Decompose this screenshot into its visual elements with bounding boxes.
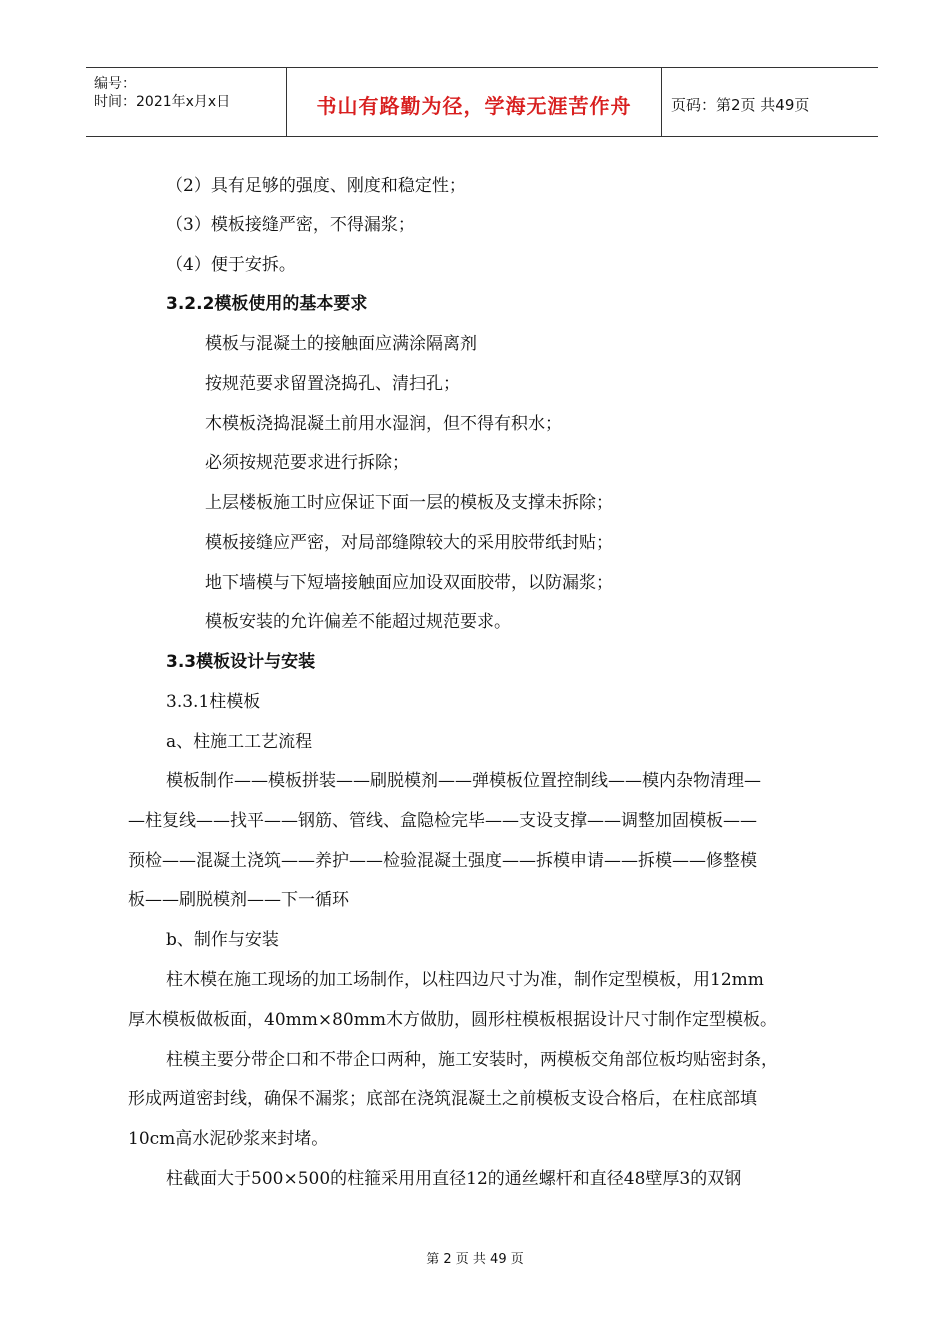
paragraph-line: 模板与混凝土的接触面应满涂隔离剂 [205, 334, 477, 354]
paragraph-line: 地下墙模与下短墙接触面应加设双面胶带，以防漏浆； [205, 573, 613, 593]
document-number-label: 编号： [94, 76, 136, 92]
paragraph-line: 按规范要求留置浇捣孔、清扫孔； [205, 374, 460, 394]
paragraph-line: 柱木模在施工现场的加工场制作，以柱四边尺寸为准，制作定型模板，用12mm [166, 970, 764, 990]
header-motto: 书山有路勤为径，学海无涯苦作舟 [316, 94, 632, 118]
paragraph-line: 柱截面大于500×500的柱箍采用用直径12的通丝螺杆和直径48壁厚3的双钢 [166, 1169, 742, 1189]
header-meta-cell [86, 68, 286, 136]
paragraph-line: 模板安装的允许偏差不能超过规范要求。 [205, 612, 511, 632]
paragraph-line: 模板接缝应严密，对局部缝隙较大的采用胶带纸封贴； [205, 533, 613, 553]
paragraph-line: 预检——混凝土浇筑——养护——检验混凝土强度——拆模申请——拆模——修整模 [128, 851, 757, 871]
paragraph-line: 10cm高水泥砂浆来封堵。 [128, 1129, 329, 1149]
paragraph-line: 必须按规范要求进行拆除； [205, 453, 409, 473]
header-page-cell [661, 68, 878, 136]
paragraph-line: 上层楼板施工时应保证下面一层的模板及支撑未拆除； [205, 493, 613, 513]
section-heading: 3.2.2模板使用的基本要求 [166, 294, 368, 314]
paragraph-line: 模板制作——模板拼装——刷脱模剂——弹模板位置控制线——模内杂物清理— [166, 771, 761, 791]
paragraph-line: 木模板浇捣混凝土前用水湿润，但不得有积水； [205, 414, 562, 434]
paragraph-line: 厚木模板做板面，40mm×80mm木方做肋，圆形柱模板根据设计尺寸制作定型模板。 [128, 1010, 777, 1030]
paragraph-line: 形成两道密封线，确保不漏浆；底部在浇筑混凝土之前模板支设合格后，在柱底部填 [128, 1089, 757, 1109]
list-item: （2）具有足够的强度、刚度和稳定性； [166, 176, 466, 196]
document-time-label: 时间：2021年x月x日 [94, 94, 231, 110]
page-header [86, 67, 878, 137]
paragraph-line: b、制作与安装 [166, 930, 279, 950]
section-heading: 3.3模板设计与安装 [166, 652, 316, 672]
paragraph-line: a、柱施工工艺流程 [166, 732, 313, 752]
paragraph-line: 板——刷脱模剂——下一循环 [128, 890, 349, 910]
paragraph-line: —柱复线——找平——钢筋、管线、盒隐检完毕——支设支撑——调整加固模板—— [128, 811, 757, 831]
list-item: （4）便于安拆。 [166, 255, 296, 275]
page-footer: 第 2 页 共 49 页 [426, 1252, 524, 1267]
list-item: （3）模板接缝严密，不得漏浆； [166, 215, 415, 235]
paragraph-line: 柱模主要分带企口和不带企口两种，施工安装时，两模板交角部位板均贴密封条， [166, 1050, 778, 1070]
header-motto-cell [286, 68, 662, 136]
header-page-number: 页码：第2页 共49页 [671, 96, 810, 114]
subsection-heading: 3.3.1柱模板 [166, 692, 261, 712]
